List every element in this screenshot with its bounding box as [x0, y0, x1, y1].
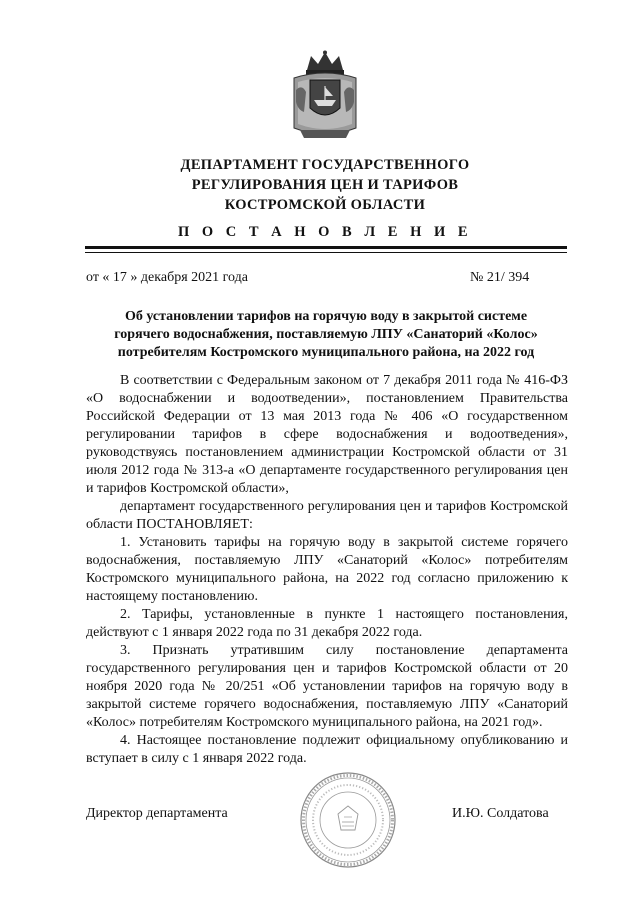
- department-line: ДЕПАРТАМЕНТ ГОСУДАРСТВЕННОГО: [180, 157, 470, 173]
- header-rule-thin: [85, 252, 567, 253]
- body-paragraph-item-4: 4. Настоящее постановление подлежит официальному опубликованию и вступает в силу с 1 января 2022 года.: [86, 733, 568, 766]
- body-paragraph-item-3: 3. Признать утратившим силу постановление департамента государственного регулирования цен и тарифов Костромской области от 20 ноября 2020 года № 20/251 «Об установлении тарифов на горячую воду в закрытой системе горячего водоснабжения, поставляемую ЛПУ «Санаторий «Колос» потребителям Костромского муниципального района, на 2021 год».: [86, 643, 568, 730]
- signatory-name: И.Ю. Солдатова: [452, 806, 549, 821]
- document-date: от « 17 » декабря 2021 года: [86, 270, 248, 285]
- department-name: [60, 155, 590, 215]
- document-subject: [86, 308, 566, 362]
- department-line: КОСТРОМСКОЙ ОБЛАСТИ: [224, 197, 426, 213]
- body-paragraph-item-1: 1. Установить тарифы на горячую воду в закрытой системе горячего водоснабжения, поставляемую ЛПУ «Санаторий «Колос» потребителям Костромского муниципального района, на 2022 год согласно приложению к настоящему постановлению.: [86, 535, 568, 604]
- body-paragraph-resolves: департамент государственного регулирования цен и тарифов Костромской области ПОСТАНОВЛЯЕТ:: [86, 499, 568, 532]
- body-paragraph-item-2: 2. Тарифы, установленные в пункте 1 настоящего постановления, действуют с 1 января 2022 года по 31 декабря 2022 года.: [86, 607, 568, 640]
- official-round-stamp-icon: [298, 770, 398, 870]
- header-rule-thick: [85, 246, 567, 249]
- document-body: [86, 372, 568, 768]
- document-type-title: П О С Т А Н О В Л Е Н И Е: [177, 224, 473, 240]
- subject-line: горячего водоснабжения, поставляемую ЛПУ «Санаторий «Колос»: [114, 327, 538, 342]
- document-number: № 21/ 394: [470, 270, 530, 285]
- body-paragraph-preamble: В соответствии с Федеральным законом от 7 декабря 2011 года № 416-ФЗ «О водоснабжении и водоотведении», постановлением Правительства Российской Федерации от 13 мая 2013 года № 406 «О государственном регулировании тарифов в сфере водоснабжения и водоотведения», руководствуясь постановлением администрации Костромской области от 31 июля 2012 года № 313-а «О департаменте государственного регулирования цен и тарифов Костромской области»,: [86, 373, 568, 496]
- kostroma-coat-of-arms-icon: [290, 50, 360, 142]
- subject-line: Об установлении тарифов на горячую воду в закрытой системе: [124, 309, 528, 324]
- subject-line: потребителям Костромского муниципального района, на 2022 год: [117, 345, 535, 360]
- department-line: РЕГУЛИРОВАНИЯ ЦЕН И ТАРИФОВ: [191, 177, 459, 193]
- signatory-title: Директор департамента: [86, 806, 228, 821]
